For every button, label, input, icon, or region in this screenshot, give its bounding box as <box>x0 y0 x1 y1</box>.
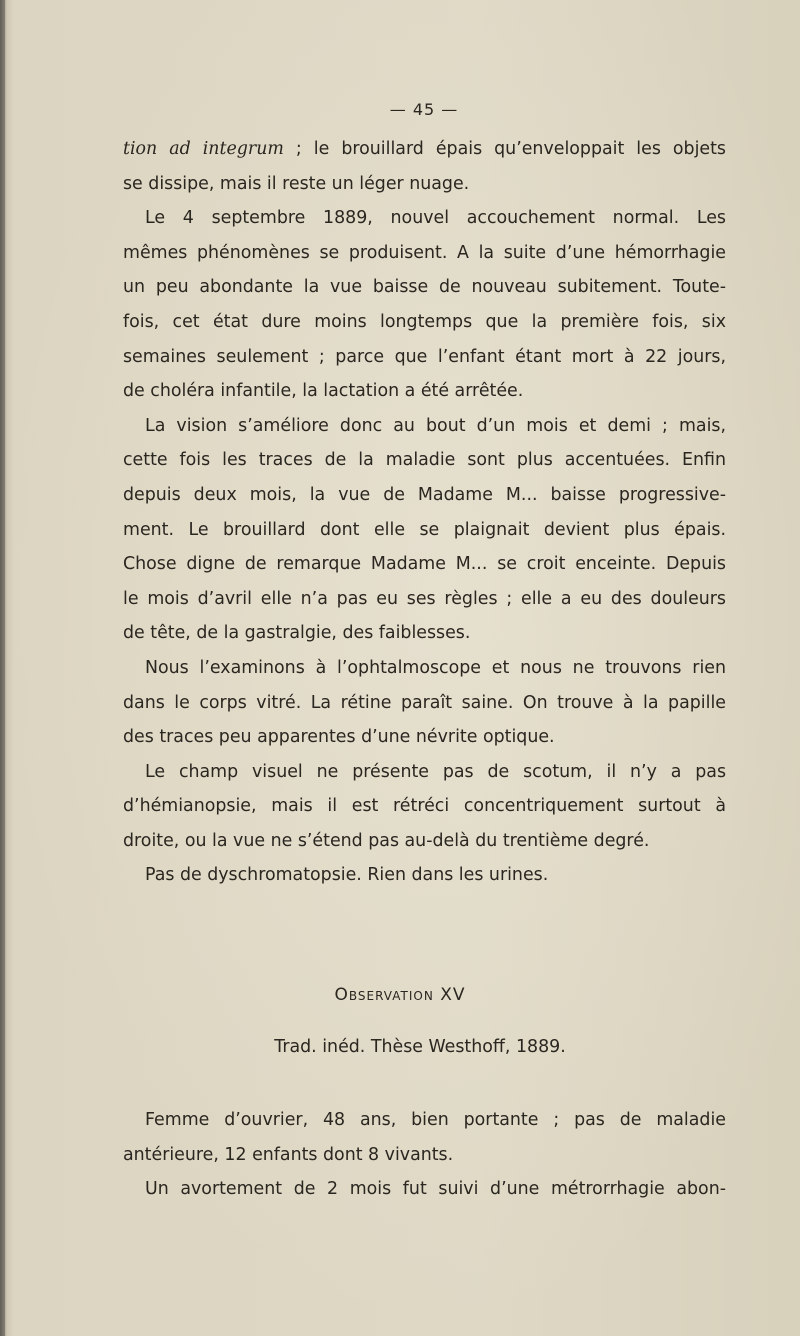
text-line: des traces peu apparentes d’une névrite optique. <box>123 727 555 748</box>
text-line: Pas de dyschromatopsie. Rien dans les urines. <box>145 865 549 886</box>
observation-source: Trad. inéd. Thèse Westhoff, 1889. <box>274 1037 566 1057</box>
text-line: semaines seulement ; parce que l’enfant étant mort à 22 jours, <box>123 346 726 367</box>
text-line: droite, ou la vue ne s’étend pas au-delà du trentième degré. <box>123 830 650 851</box>
book-spine-shadow <box>0 0 5 1336</box>
text-line: un peu abondante la vue baisse de nouveau subitement. Toute- <box>123 277 726 298</box>
text-line: depuis deux mois, la vue de Madame M... baisse progressive- <box>123 484 726 505</box>
main-text-block <box>123 132 726 893</box>
page-number: — 45 — <box>389 100 459 119</box>
text-line: cette fois les traces de la maladie sont plus accentuées. Enfin <box>123 450 726 471</box>
text-line: Un avortement de 2 mois fut suivi d’une métrorrhagie abon- <box>145 1179 726 1200</box>
text-line: Le champ visuel ne présente pas de scotum, il n’y a pas <box>145 761 726 782</box>
text-line: de tête, de la gastralgie, des faiblesses. <box>123 623 471 644</box>
text-line: le mois d’avril elle n’a pas eu ses règles ; elle a eu des douleurs <box>123 588 726 609</box>
text-line: La vision s’améliore donc au bout d’un mois et demi ; mais, <box>145 415 726 436</box>
text-line: ment. Le brouillard dont elle se plaignait devient plus épais. <box>123 519 726 540</box>
observation-heading: Observation XV <box>334 985 466 1005</box>
text-segment: ; le brouillard épais qu’enveloppait les objets <box>283 139 726 159</box>
text-line: Femme d’ouvrier, 48 ans, bien portante ; pas de maladie <box>145 1110 726 1130</box>
italic-phrase: tion ad integrum <box>123 139 284 159</box>
text-line: Le 4 septembre 1889, nouvel accouchement normal. Les <box>145 208 726 229</box>
text-line: dans le corps vitré. La rétine paraît saine. On trouve à la papille <box>123 692 726 713</box>
text-line: d’hémianopsie, mais il est rétréci concentriquement surtout à <box>123 796 726 817</box>
text-line: fois, cet état dure moins longtemps que la première fois, six <box>123 311 726 332</box>
text-line: Chose digne de remarque Madame M... se croit enceinte. Depuis <box>123 554 726 575</box>
text-line: Nous l’examinons à l’ophtalmoscope et nous ne trouvons rien <box>145 657 726 678</box>
text-line: mêmes phénomènes se produisent. A la suite d’une hémorrhagie <box>123 242 726 263</box>
text-line: de choléra infantile, la lactation a été arrêtée. <box>123 381 524 402</box>
observation-text-block <box>123 1103 726 1207</box>
text-line <box>123 132 726 167</box>
text-line: antérieure, 12 enfants dont 8 vivants. <box>123 1144 454 1165</box>
text-line: se dissipe, mais il reste un léger nuage. <box>123 173 470 194</box>
